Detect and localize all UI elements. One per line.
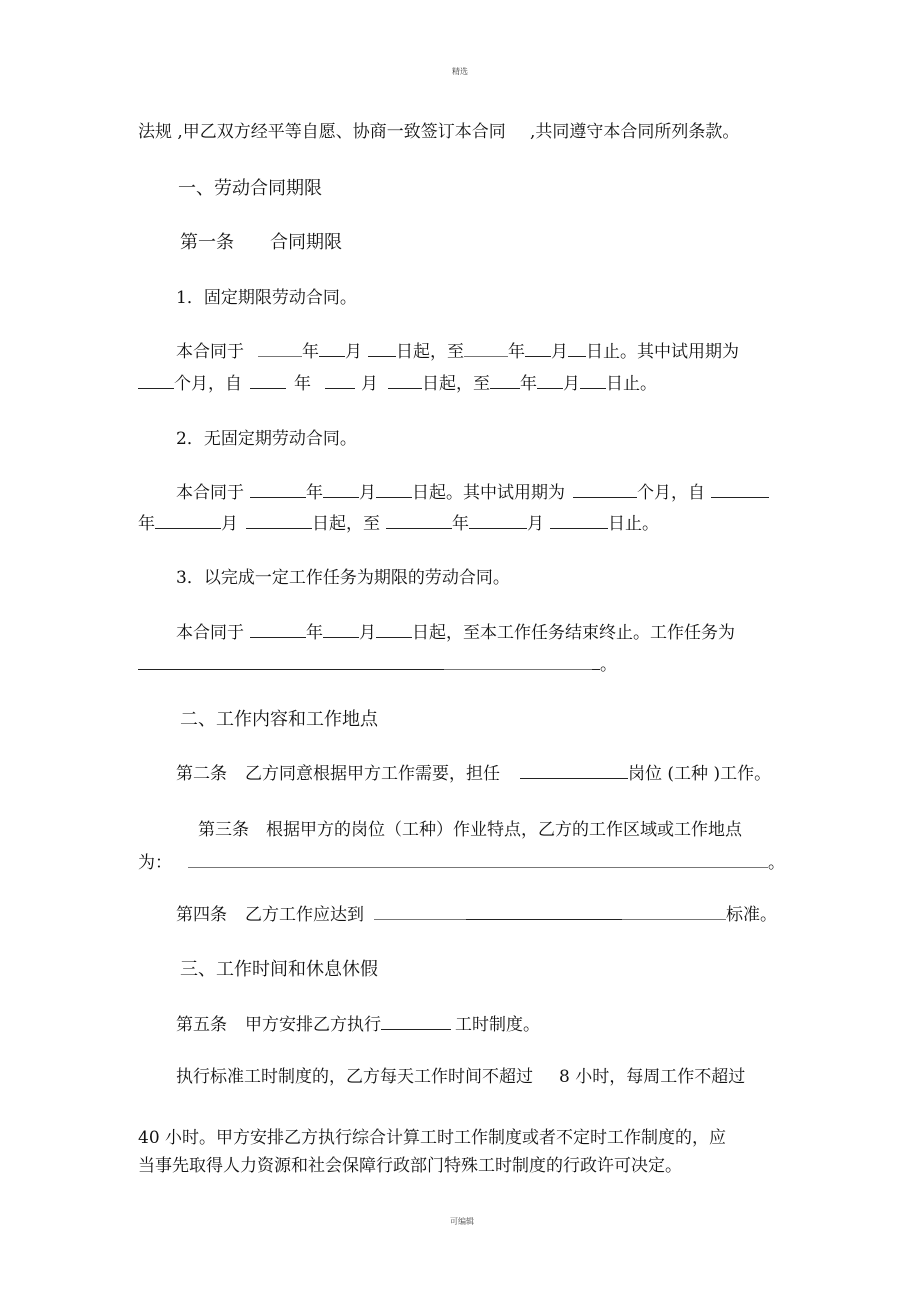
item-3-l2-end: 。 xyxy=(600,655,617,675)
task-blank-2[interactable] xyxy=(444,653,592,670)
month-blank[interactable] xyxy=(323,481,359,498)
article-4-text: 乙方工作应达到 xyxy=(245,905,364,925)
year-text: 年 xyxy=(138,514,155,534)
item-1-l1-text: 本合同于 xyxy=(176,342,244,362)
months-text: 个月，自 xyxy=(174,374,242,394)
standard-hours-text: 执行标准工时制度的，乙方每天工作时间不超过 xyxy=(176,1067,533,1087)
section-heading-2: 二、工作内容和工作地点 xyxy=(180,709,378,730)
article-2-end: 岗位 (工种 )工作。 xyxy=(628,764,772,784)
year-text: 年 xyxy=(306,623,323,643)
hours-system-blank[interactable] xyxy=(381,1013,451,1030)
item-2-l1-text: 本合同于 xyxy=(176,483,244,503)
section-heading-3: 三、工作时间和休息休假 xyxy=(180,959,378,980)
position-blank[interactable] xyxy=(520,762,628,779)
day-text: 日起。其中试用期为 xyxy=(412,483,565,503)
article-4-end: 标准。 xyxy=(726,905,777,925)
month-blank[interactable] xyxy=(525,340,551,357)
year-blank[interactable] xyxy=(711,481,769,498)
month-text: 月 xyxy=(359,623,376,643)
month-blank[interactable] xyxy=(155,512,221,529)
month-blank[interactable] xyxy=(319,340,345,357)
year-text: 年 xyxy=(306,483,323,503)
year-blank[interactable] xyxy=(250,481,306,498)
intro-text-left: 法规 ,甲乙双方经平等自愿、协商一致签订本合同 xyxy=(138,122,506,142)
article-3-label: 为： xyxy=(138,853,172,873)
standard-blank-3[interactable] xyxy=(622,903,726,920)
month-text: 月 xyxy=(359,483,376,503)
item-3-l1-end: 日起，至本工作任务结束终止。工作任务为 xyxy=(412,623,735,643)
article-5 xyxy=(176,1013,540,1036)
item-2-line-1 xyxy=(176,481,769,504)
special-hours-line-1: 40 小时。甲方安排乙方执行综合计算工时工作制度或者不定时工作制度的，应 xyxy=(138,1128,727,1148)
day-text: 日起，至 xyxy=(422,374,490,394)
day-blank[interactable] xyxy=(550,512,608,529)
article-1-title: 合同期限 xyxy=(270,232,342,253)
month-text: 月 xyxy=(221,514,238,534)
article-3-line-2 xyxy=(138,851,785,874)
month-text: 月 xyxy=(563,374,580,394)
year-text: 年 xyxy=(294,374,311,394)
year-blank[interactable] xyxy=(250,372,286,389)
year-blank[interactable] xyxy=(386,512,452,529)
day-blank[interactable] xyxy=(246,512,312,529)
article-2-text: 乙方同意根据甲方工作需要，担任 xyxy=(245,764,500,784)
day-blank[interactable] xyxy=(376,621,412,638)
article-2-number: 第二条 xyxy=(176,764,227,784)
day-blank[interactable] xyxy=(388,372,422,389)
article-2 xyxy=(176,762,771,785)
day-text: 日起，至 xyxy=(312,514,380,534)
item-2-label: 2．无固定期劳动合同。 xyxy=(176,429,357,449)
months-blank[interactable] xyxy=(573,481,637,498)
year-blank[interactable] xyxy=(250,621,306,638)
task-blank[interactable] xyxy=(138,653,444,670)
day-blank[interactable] xyxy=(580,372,606,389)
year-text: 年 xyxy=(302,342,319,362)
standard-hours-line xyxy=(176,1066,745,1088)
year-text: 年 xyxy=(508,342,525,362)
month-blank[interactable] xyxy=(323,621,359,638)
month-blank[interactable] xyxy=(469,512,527,529)
item-1-label: 1．固定期限劳动合同。 xyxy=(176,288,357,308)
item-3-line-1 xyxy=(176,621,735,644)
article-3-end: 。 xyxy=(768,853,785,873)
year-blank[interactable] xyxy=(258,340,302,357)
article-4-number: 第四条 xyxy=(176,905,227,925)
header-mark: 精选 xyxy=(452,67,468,76)
day-blank[interactable] xyxy=(376,481,412,498)
item-1-l1-end: 日止。其中试用期为 xyxy=(586,342,739,362)
year-blank[interactable] xyxy=(464,340,508,357)
article-4 xyxy=(176,903,777,926)
standard-blank[interactable] xyxy=(374,903,466,920)
item-3-l1-text: 本合同于 xyxy=(176,623,244,643)
article-5-text: 甲方安排乙方执行 xyxy=(245,1015,381,1035)
item-2-line-2 xyxy=(138,512,659,535)
section-heading-1: 一、劳动合同期限 xyxy=(178,178,322,199)
month-text: 月 xyxy=(527,514,544,534)
article-5-end: 工时制度。 xyxy=(455,1015,540,1035)
day-blank[interactable] xyxy=(568,340,586,357)
month-text: 月 xyxy=(361,374,378,394)
standard-blank-2[interactable] xyxy=(466,903,622,920)
month-blank[interactable] xyxy=(537,372,563,389)
task-blank-3[interactable] xyxy=(592,653,600,670)
article-1-number: 第一条 xyxy=(180,232,234,253)
article-5-number: 第五条 xyxy=(176,1015,227,1035)
location-blank[interactable] xyxy=(188,851,768,868)
item-1-l2-end: 日止。 xyxy=(606,374,657,394)
special-hours-line-2: 当事先取得人力资源和社会保障行政部门特殊工时制度的行政许可决定。 xyxy=(138,1156,682,1176)
footer-mark: 可编辑 xyxy=(450,1217,474,1226)
article-3-line-1: 第三条 根据甲方的岗位（工种）作业特点，乙方的工作区域或工作地点 xyxy=(198,820,742,840)
item-1-line-1 xyxy=(176,340,739,363)
item-3-label: 3．以完成一定工作任务为期限的劳动合同。 xyxy=(176,568,510,588)
months-text: 个月，自 xyxy=(637,483,705,503)
standard-hours-limit: 8 小时，每周工作不超过 xyxy=(559,1067,746,1087)
months-blank[interactable] xyxy=(138,372,174,389)
item-1-line-2 xyxy=(138,372,657,395)
month-text: 月 xyxy=(345,342,362,362)
year-text: 年 xyxy=(520,374,537,394)
item-3-line-2 xyxy=(138,653,617,676)
day-text: 日起，至 xyxy=(396,342,464,362)
intro-text-right: ,共同遵守本合同所列条款。 xyxy=(530,122,740,142)
day-blank[interactable] xyxy=(368,340,396,357)
month-blank[interactable] xyxy=(325,372,355,389)
year-text: 年 xyxy=(452,514,469,534)
item-2-l2-end: 日止。 xyxy=(608,514,659,534)
year-blank[interactable] xyxy=(490,372,520,389)
month-text: 月 xyxy=(551,342,568,362)
